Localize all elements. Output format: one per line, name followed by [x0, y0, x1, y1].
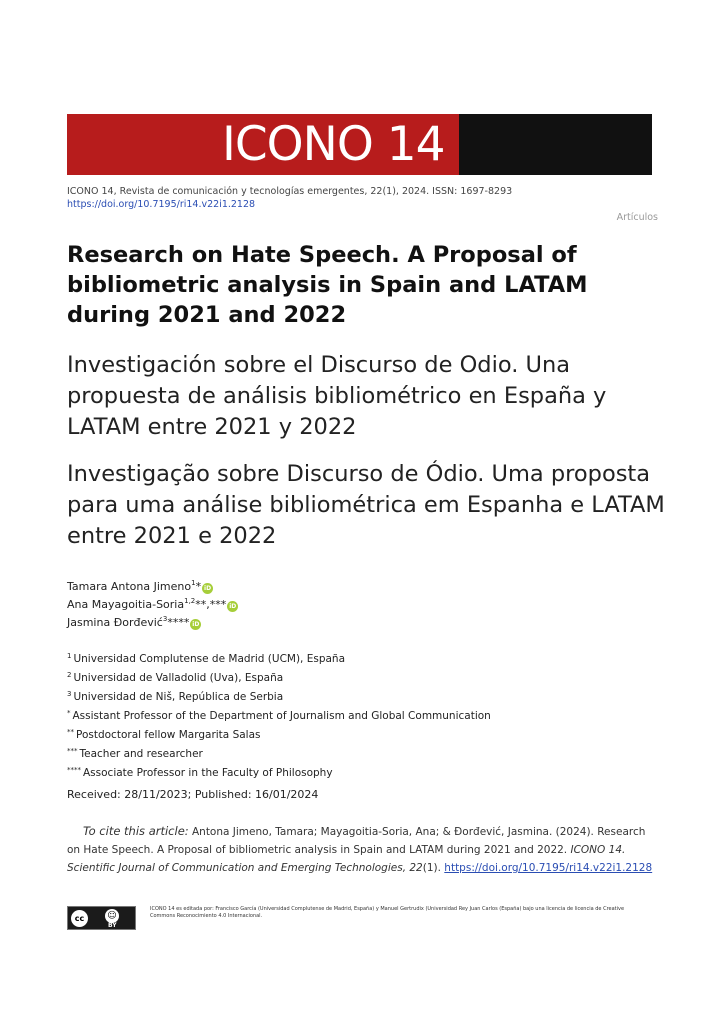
doi-line [67, 199, 255, 210]
journal-banner [67, 114, 652, 175]
citation-issue: (1). [422, 862, 445, 874]
journal-citation-line: ICONO 14, Revista de comunicación y tecnologías emergentes, 22(1), 2024. ISSN: 1697-8293 [67, 186, 513, 197]
person-icon: ☺ [105, 909, 119, 923]
role-list [67, 705, 491, 781]
author-list [67, 574, 238, 628]
author: Tamara Antona Jimeno$^1$* iD [67, 579, 212, 593]
cc-icon: cc [71, 910, 88, 927]
affiliation: $^3$ Universidad de Niš, República de Serbia [67, 690, 284, 703]
citation-lead: To cite this article: [83, 824, 189, 838]
orcid-icon[interactable]: iD [229, 603, 237, 610]
by-label: BY [108, 922, 117, 929]
citation-doi-link[interactable]: https://doi.org/10.7195/ri14.v22i1.2128 [444, 862, 653, 874]
role: *** Teacher and researcher [67, 747, 203, 760]
license-text: ICONO 14 es editada por: Francisco García (Universidad Complutense de Madrid, España) y Manuel Gertrudix (Universidad Rey Juan Carlos (España) bajo una licencia de licencia de Creative Commons Reconocimiento 4.0 Internacional. [150, 906, 625, 919]
affiliation: $^2$ Universidad de Valladolid (Uva), España [67, 671, 284, 684]
banner-black-block [459, 114, 652, 175]
role: **** Associate Professor in the Faculty of Philosophy [67, 766, 333, 779]
author: Jasmina Đorđević$^3$**** iD [67, 615, 200, 629]
role: * Assistant Professor of the Department of Journalism and Global Communication [67, 709, 491, 722]
title-spanish: Investigación sobre el Discurso de Odio. Una propuesta de análisis bibliométrico en España y LATAM entre 2021 y 2022 [67, 352, 607, 440]
citation-body: Antona Jimeno, Tamara; Mayagoitia-Soria, Ana; & Đorđević, Jasmina. (2024). Research on Hate Speech. A Proposal of bibliometric analysis in Spain and LATAM during 2021 and 2022. [67, 826, 646, 856]
affiliation-list [67, 648, 345, 705]
title-english: Research on Hate Speech. A Proposal of bibliometric analysis in Spain and LATAM during 2021 and 2022 [67, 242, 588, 328]
role: ** Postdoctoral fellow Margarita Salas [67, 728, 261, 741]
section-label: Artículos [616, 212, 658, 223]
publication-dates: Received: 28/11/2023; Published: 16/01/2024 [67, 788, 319, 801]
title-portuguese: Investigação sobre Discurso de Ódio. Uma proposta para uma análise bibliométrica em Espanha e LATAM entre 2021 e 2022 [67, 461, 665, 549]
orcid-icon[interactable]: iD [192, 621, 200, 628]
journal-logo: ICONO 14 [222, 117, 445, 172]
orcid-icon[interactable]: iD [204, 585, 212, 592]
affiliation: $^1$ Universidad Complutense de Madrid (UCM), España [67, 652, 346, 665]
cc-by-badge[interactable] [67, 906, 136, 930]
citation-journal: ICONO 14. Scientific Journal of Communication and Emerging Technologies, 22 [67, 844, 626, 874]
author: Ana Mayagoitia-Soria$^{1,2}$**,*** iD [67, 597, 237, 611]
citation-block [67, 822, 659, 877]
doi-link[interactable]: https://doi.org/10.7195/ri14.v22i1.2128 [67, 199, 256, 210]
